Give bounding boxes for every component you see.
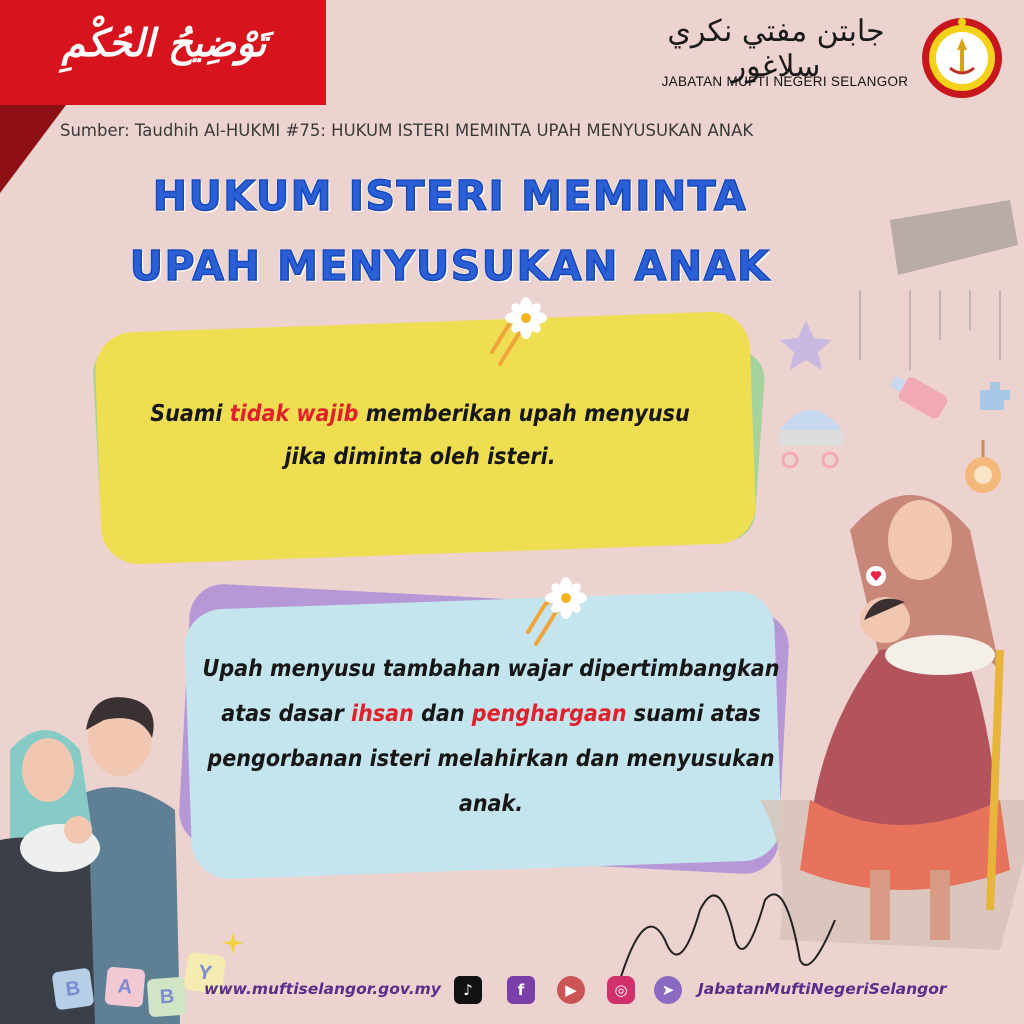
card1-ruling-text: Suami tidak wajib memberikan upah menyusu jika diminta oleh isteri. — [150, 401, 690, 470]
org-arabic-logo: جابتن مفتي نكري سلاغور — [667, 14, 885, 84]
telegram-icon[interactable]: ➤ — [654, 976, 682, 1004]
family-illustration — [0, 690, 200, 1024]
tiktok-icon[interactable]: ♪ — [454, 976, 482, 1004]
facebook-icon[interactable]: f — [507, 976, 535, 1004]
baby-block-y: Y — [184, 952, 227, 995]
banner-fold — [0, 105, 66, 193]
scribble-decoration — [620, 880, 860, 990]
card2-highlight-penghargaan: penghargaan — [471, 701, 627, 727]
website-link[interactable]: www.muftiselangor.gov.my — [204, 980, 441, 998]
source-line: Sumber: Taudhih Al-HUKMI #75: HUKUM ISTERI MEMINTA UPAH MENYUSUKAN ANAK — [60, 121, 754, 140]
banner-arabic-title: تَوْضِيحُ الحُكْمِ — [61, 20, 267, 65]
card2-advice-text: Upah menyusu tambahan wajar dipertimbangkan atas dasar ihsan dan penghargaan suami atas pengorbanan isteri melahirkan dan menyusukan anak. — [202, 656, 780, 817]
page-title-line-2: UPAH MENYUSUKAN ANAK — [129, 242, 771, 290]
card1-highlight: tidak wajib — [229, 401, 359, 427]
tape-decoration — [880, 190, 1020, 280]
card2-highlight-ihsan: ihsan — [351, 701, 414, 727]
baby-mobile-decoration — [770, 290, 1024, 500]
social-handle[interactable]: JabatanMuftiNegeriSelangor — [698, 980, 947, 998]
baby-block-b: B — [52, 968, 95, 1011]
paperclip-flower-icon — [516, 572, 596, 652]
sparkle-icon — [222, 932, 244, 954]
crest-logo-icon — [920, 16, 1004, 100]
baby-block-a: A — [104, 966, 145, 1007]
org-name: JABATAN MUFTI NEGERI SELANGOR — [661, 74, 909, 89]
paperclip-flower-icon — [480, 292, 560, 372]
instagram-icon[interactable]: ◎ — [607, 976, 635, 1004]
youtube-icon[interactable]: ▶ — [557, 976, 585, 1004]
page-title-line-1: HUKUM ISTERI MEMINTA — [152, 172, 748, 220]
baby-block-b2: B — [147, 977, 188, 1018]
